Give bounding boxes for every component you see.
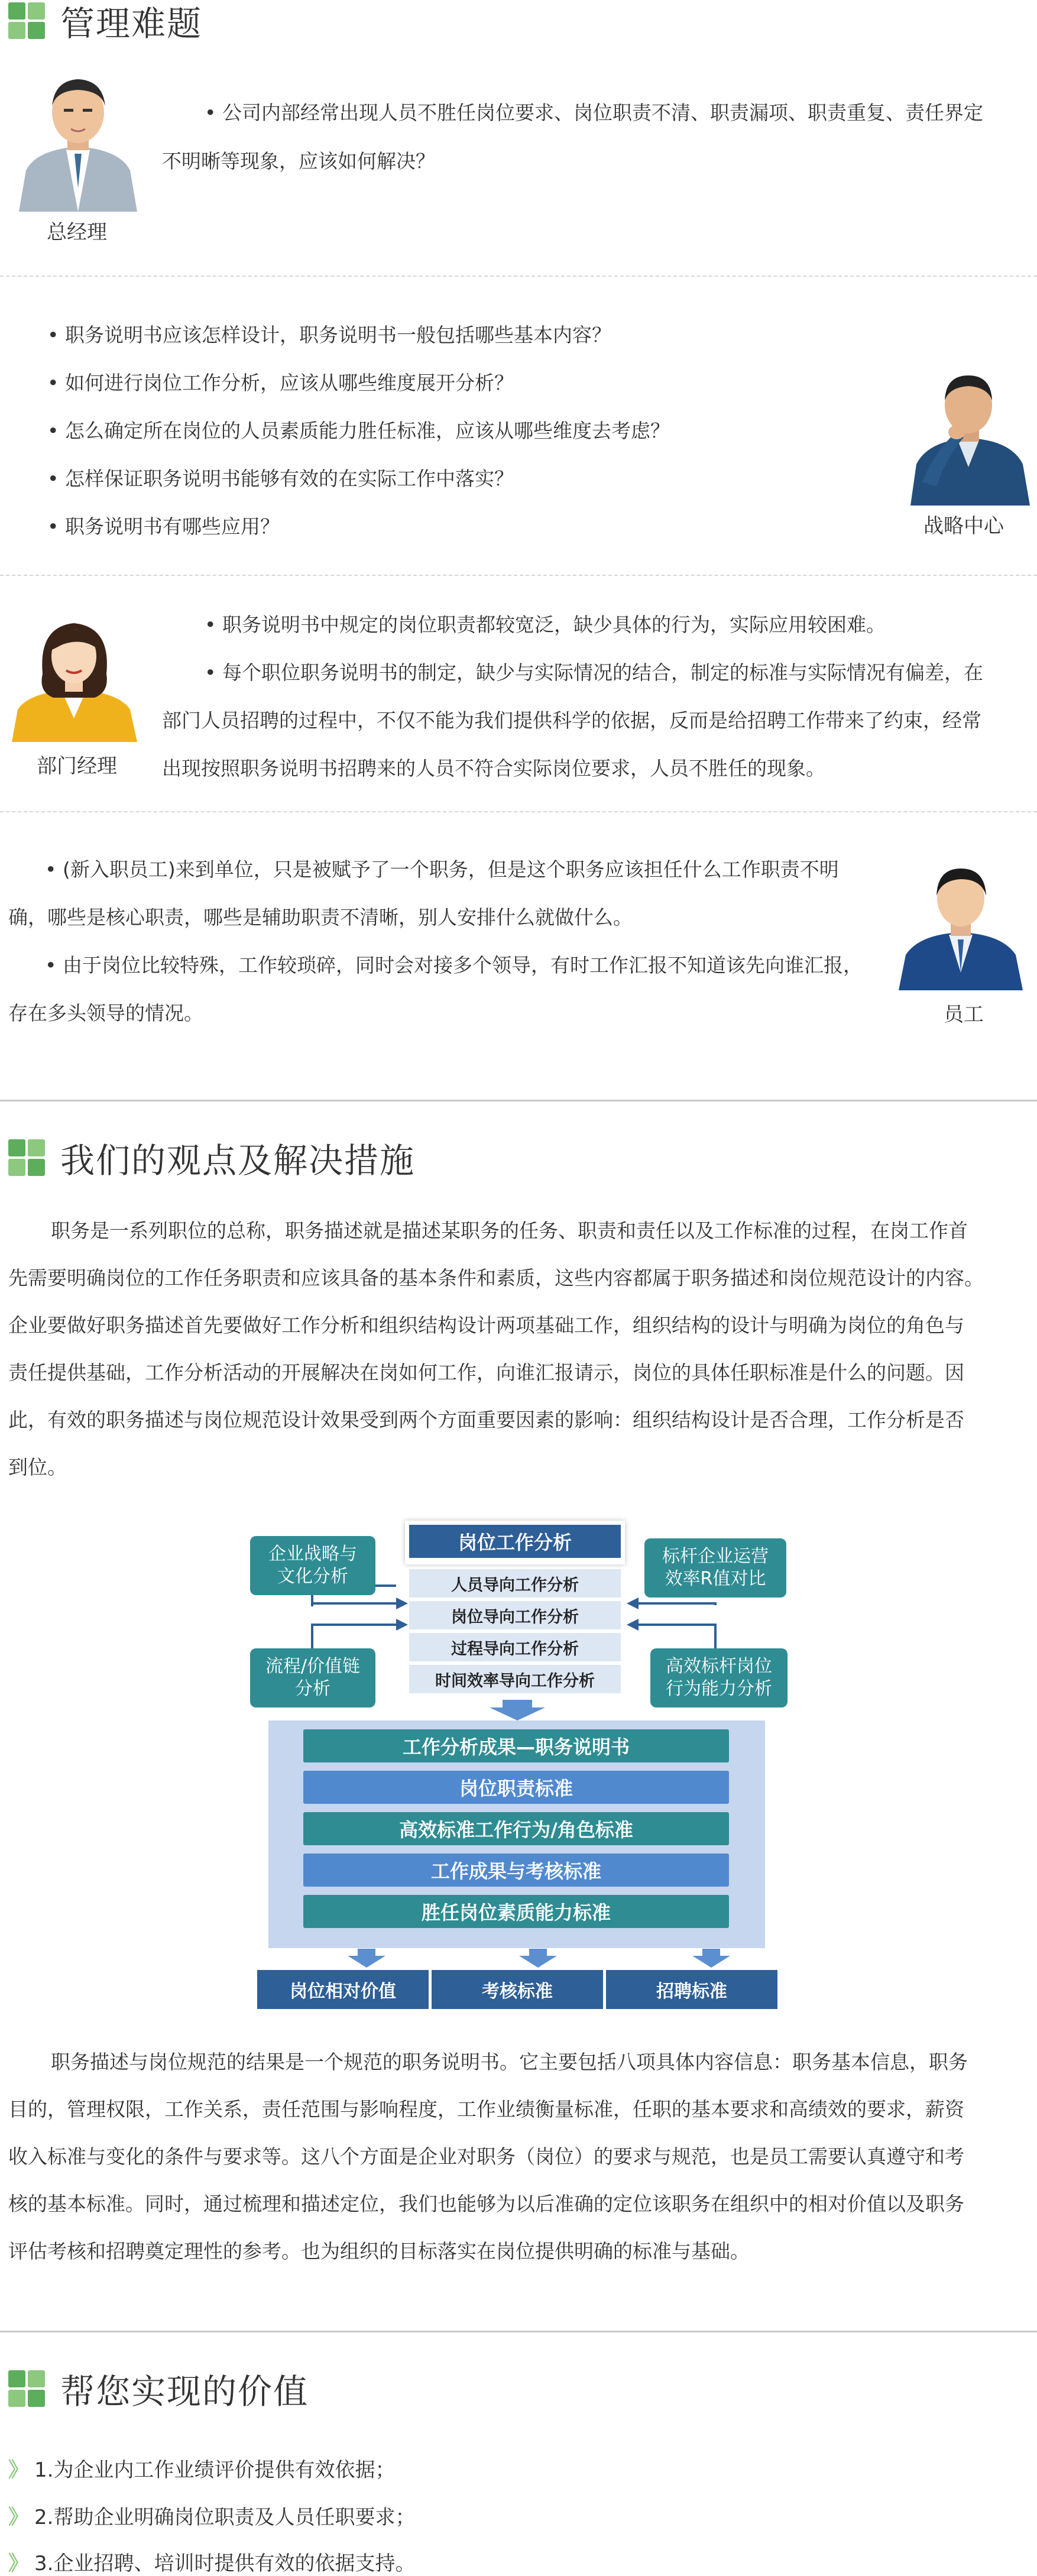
section-logo-icon bbox=[8, 2, 45, 39]
output-item: 考核标准 bbox=[432, 1970, 603, 2009]
text-line: 到位。 bbox=[8, 1456, 67, 1479]
text-line: 此，有效的职务描述与岗位规范设计效果受到两个方面重要因素的影响：组织结构设计是否合理，工作分析是否 bbox=[8, 1408, 964, 1431]
text-line: 核的基本标准。同时，通过梳理和描述定位，我们也能够为以后准确的定位该职务在组织中的相对价值以及职务 bbox=[8, 2192, 964, 2215]
strategy-center-avatar bbox=[899, 364, 1036, 506]
text-line: • 由于岗位比较特殊，工作较琐碎，同时会对接多个领导，有时工作汇报不知道该先向谁汇报， bbox=[45, 954, 863, 977]
department-manager-avatar bbox=[6, 609, 142, 742]
section-header-our-views bbox=[8, 1134, 415, 1181]
output-item: 招聘标准 bbox=[606, 1970, 777, 2009]
employee-avatar bbox=[893, 860, 1029, 990]
analysis-item: 过程导向工作分析 bbox=[409, 1633, 621, 1661]
text-line: 确，哪些是核心职责，哪些是辅助职责不清晰，别人安排什么就做什么。 bbox=[8, 906, 633, 929]
text-line: 评估考核和招聘奠定理性的参考。也为组织的目标落实在岗位提供明确的标准与基础。 bbox=[8, 2240, 750, 2263]
strategy-culture-box: 企业战略与 文化分析 bbox=[250, 1536, 375, 1595]
dashed-divider bbox=[0, 276, 1037, 277]
text-line: • (新入职员工)来到单位，只是被赋予了一个职务，但是这个职务应该担任什么工作职责不明 bbox=[45, 858, 839, 881]
value-item bbox=[8, 2454, 395, 2483]
result-item: 岗位职责标准 bbox=[303, 1771, 729, 1804]
value-item-text: 2.帮助企业明确岗位职责及人员任职要求； bbox=[34, 2506, 416, 2529]
section-divider bbox=[0, 2331, 1037, 2332]
general-manager-text bbox=[162, 89, 1031, 186]
section-divider bbox=[0, 1100, 1037, 1101]
text-line: 职务描述与岗位规范的结果是一个规范的职务说明书。它主要包括八项具体内容信息：职务基本信息，职务 bbox=[51, 2050, 968, 2073]
section-logo-icon bbox=[8, 1139, 45, 1176]
text-line: • 怎么确定所在岗位的人员素质能力胜任标准，应该从哪些维度去考虑？ bbox=[47, 419, 670, 442]
section-header-management-problems bbox=[8, 0, 202, 44]
text-line: • 职务说明书应该怎样设计，职务说明书一般包括哪些基本内容？ bbox=[47, 323, 611, 346]
section-header-value bbox=[8, 2365, 309, 2412]
text-line: 部门人员招聘的过程中，不仅不能为我们提供科学的依据，反而是给招聘工作带来了约束，经常 bbox=[162, 709, 981, 732]
job-analysis-diagram bbox=[242, 1519, 792, 2028]
text-line: • 怎样保证职务说明书能够有效的在实际工作中落实？ bbox=[47, 467, 514, 490]
value-item-text: 3.企业招聘、培训时提供有效的依据支持。 bbox=[34, 2552, 416, 2575]
chevron-icon: 》 bbox=[8, 2506, 28, 2529]
general-manager-caption: 总经理 bbox=[47, 221, 107, 244]
text-line: 收入标准与变化的条件与要求等。这八个方面是企业对职务（岗位）的要求与规范，也是员工需要认真遵守和考 bbox=[8, 2145, 964, 2168]
result-item: 工作成果与考核标准 bbox=[303, 1854, 729, 1887]
text-line: 出现按照职务说明书招聘来的人员不符合实际岗位要求，人员不胜任的现象。 bbox=[162, 757, 825, 780]
employee-caption: 员工 bbox=[944, 1003, 984, 1026]
general-manager-avatar bbox=[13, 70, 143, 212]
text-line: 不明晰等现象，应该如何解决？ bbox=[162, 150, 435, 173]
analysis-item: 岗位导向工作分析 bbox=[409, 1601, 621, 1629]
process-value-chain-box: 流程/价值链 分析 bbox=[250, 1648, 375, 1707]
chevron-icon: 》 bbox=[8, 2552, 28, 2575]
text-line: 职务是一系列职位的总称，职务描述就是描述某职务的任务、职责和责任以及工作标准的过程，在岗工作首 bbox=[51, 1219, 968, 1242]
section-title: 我们的观点及解决措施 bbox=[60, 1140, 416, 1181]
chevron-icon: 》 bbox=[8, 2458, 28, 2482]
text-line: • 职务说明书中规定的岗位职责都较宽泛，缺少具体的行为，实际应用较困难。 bbox=[205, 613, 886, 636]
employee-text bbox=[8, 845, 895, 1037]
text-line: • 职务说明书有哪些应用？ bbox=[47, 515, 280, 538]
solution-paragraph-2 bbox=[8, 2039, 1037, 2275]
section-logo-icon bbox=[8, 2370, 45, 2407]
text-line: • 每个职位职务说明书的制定，缺少与实际情况的结合，制定的标准与实际情况有偏差，在 bbox=[205, 661, 983, 684]
text-line: 企业要做好职务描述首先要做好工作分析和组织结构设计两项基础工作，组织结构的设计与明确为岗位的角色与 bbox=[8, 1314, 964, 1337]
result-item: 工作分析成果—职务说明书 bbox=[303, 1729, 729, 1762]
strategy-center-text bbox=[47, 311, 905, 550]
value-item bbox=[8, 2547, 415, 2576]
solution-paragraph-1 bbox=[8, 1207, 1037, 1491]
analysis-item: 人员导向工作分析 bbox=[409, 1569, 621, 1598]
benchmark-efficiency-box: 标杆企业运营 效率R值对比 bbox=[644, 1538, 786, 1598]
dashed-divider bbox=[0, 811, 1037, 812]
analysis-item: 时间效率导向工作分析 bbox=[409, 1665, 621, 1693]
text-line: 目的，管理权限，工作关系，责任范围与影响程度，工作业绩衡量标准，任职的基本要求和高绩效的要求，薪资 bbox=[8, 2098, 964, 2121]
value-item bbox=[8, 2501, 415, 2530]
value-item-text: 1.为企业内工作业绩评价提供有效依据； bbox=[34, 2458, 396, 2482]
result-item: 胜任岗位素质能力标准 bbox=[303, 1895, 729, 1928]
analysis-header: 岗位工作分析 bbox=[409, 1525, 621, 1558]
text-line: • 公司内部经常出现人员不胜任岗位要求、岗位职责不清、职责漏项、职责重复、责任界定 bbox=[205, 101, 983, 124]
department-manager-text bbox=[162, 601, 1031, 792]
output-item: 岗位相对价值 bbox=[257, 1970, 429, 2009]
department-manager-caption: 部门经理 bbox=[37, 754, 117, 778]
text-line: 责任提供基础，工作分析活动的开展解决在岗如何工作，向谁汇报请示，岗位的具体任职标准是什么的问题。因 bbox=[8, 1361, 964, 1384]
benchmark-behavior-box: 高效标杆岗位 行为能力分析 bbox=[650, 1648, 788, 1707]
text-line: 先需要明确岗位的工作任务职责和应该具备的基本条件和素质，这些内容都属于职务描述和岗位规范设计的内容。 bbox=[8, 1266, 984, 1289]
section-title: 管理难题 bbox=[60, 4, 203, 44]
strategy-center-caption: 战略中心 bbox=[923, 514, 1004, 538]
text-line: • 如何进行岗位工作分析，应该从哪些维度展开分析？ bbox=[47, 371, 514, 394]
result-item: 高效标准工作行为/角色标准 bbox=[303, 1812, 729, 1845]
dashed-divider bbox=[0, 575, 1037, 576]
section-title: 帮您实现的价值 bbox=[60, 2371, 309, 2412]
text-line: 存在多头领导的情况。 bbox=[8, 1002, 203, 1025]
